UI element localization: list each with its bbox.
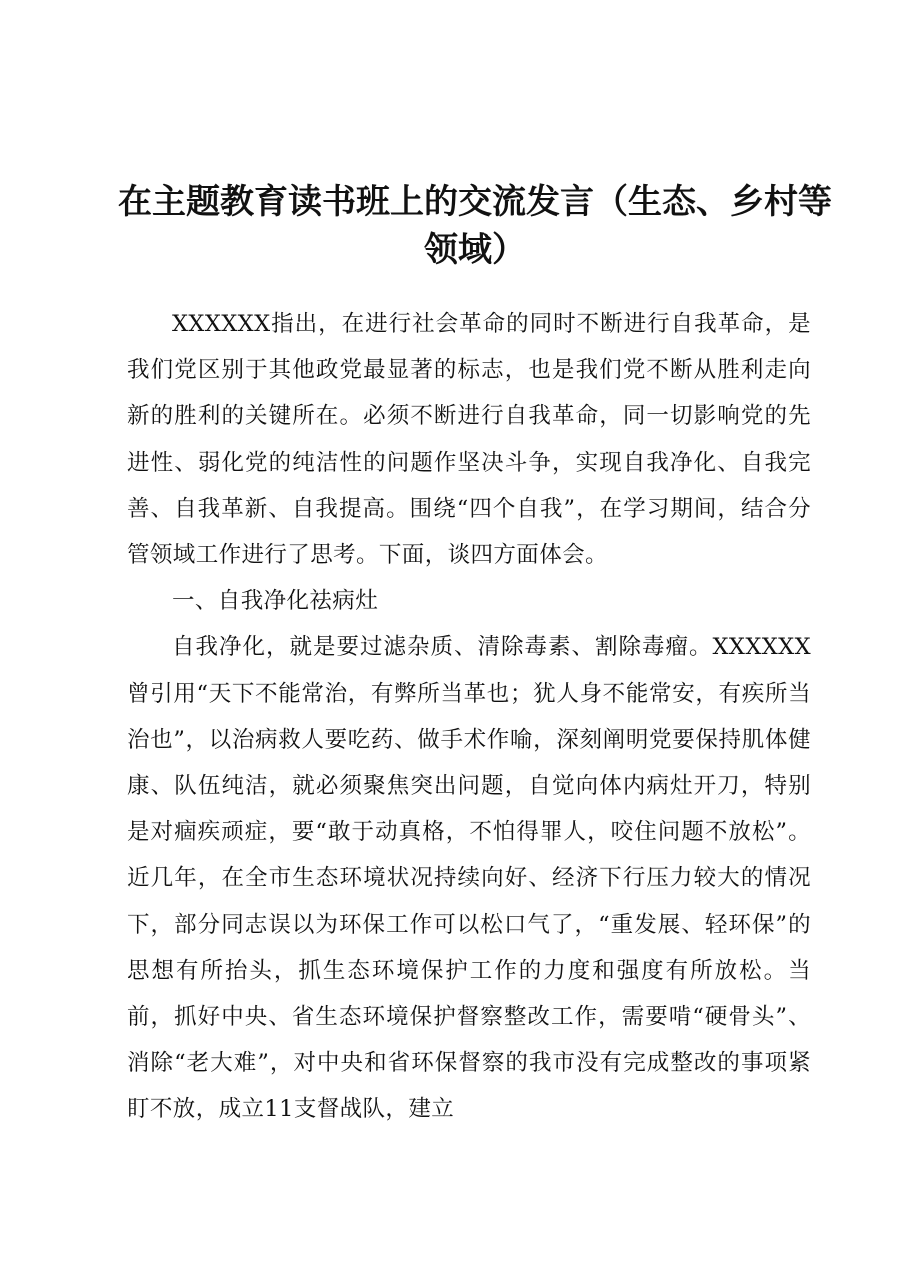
body-paragraph-section-1: 自我净化，就是要过滤杂质、清除毒素、割除毒瘤。XXXXXX曾引用“天下不能常治，有弊所当革也；犹人身不能常安，有疾所当治也”，以治病救人要吃药、做手术作喻，深刻阐明党要保持肌体健康、队伍纯洁，就必须聚焦突出问题，自觉向体内病灶开刀，特别是对痼疾顽症，要“敢于动真格，不怕得罪人，咬住问题不放松”。近几年，在全市生态环境状况持续向好、经济下行压力较大的情况下，部分同志误以为环保工作可以松口气了，“重发展、轻环保”的思想有所抬头，抓生态环境保护工作的力度和强度有所放松。当前，抓好中央、省生态环境保护督察整改工作，需要啃“硬骨头”、消除“老大难”，对中央和省环保督察的我市没有完成整改的事项紧盯不放，成立11支督战队，建立 [127,634,811,1123]
document-body [127,301,811,1133]
body-paragraph-intro: XXXXXX指出，在进行社会革命的同时不断进行自我革命，是我们党区别于其他政党最显著的标志，也是我们党不断从胜利走向新的胜利的关键所在。必须不断进行自我革命，同一切影响党的先进性、弱化党的纯洁性的问题作坚决斗争，实现自我净化、自我完善、自我革新、自我提高。围绕“四个自我”，在学习期间，结合分管领域工作进行了思考。下面，谈四方面体会。 [127,311,811,569]
document-title: 在主题教育读书班上的交流发言（生态、乡村等领域） [118,182,832,270]
section-heading-1: 一、自我净化祛病灶 [172,588,379,615]
